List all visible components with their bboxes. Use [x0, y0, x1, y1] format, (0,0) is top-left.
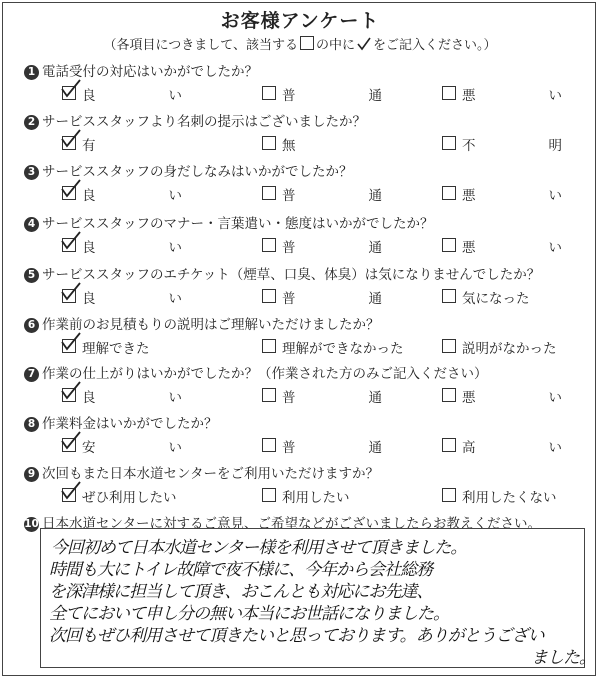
checkmark-icon: [60, 480, 82, 500]
question-5: [24, 263, 540, 283]
question-3: [24, 160, 353, 180]
instruction-pre: （各項目につきまして、該当する: [103, 38, 298, 53]
question-text: 日本水道センターに対するご意見、ご希望などがございましたらお教えください。: [42, 516, 541, 532]
question-1: [24, 60, 258, 80]
option-label: 良 い: [82, 240, 182, 256]
checkmark-icon: [60, 380, 82, 400]
option-label: 悪 い: [462, 88, 562, 104]
question-text: サービススタッフより名刺の提示はございましたか？: [42, 114, 366, 130]
option-label: 良 い: [82, 390, 182, 406]
option-label: 普 通: [282, 390, 382, 406]
checkmark-icon: [60, 128, 82, 148]
option-label: 良 い: [82, 88, 182, 104]
option-label: 安 い: [82, 440, 182, 456]
option-label: 普 通: [282, 88, 382, 104]
question-number: 6: [24, 318, 39, 333]
question-text: 作業前のお見積もりの説明はご理解いただけましたか？: [42, 317, 380, 333]
question-text: サービススタッフのマナー・言葉遣い・態度はいかがでしたか？: [42, 216, 434, 232]
question-9: [24, 462, 379, 482]
checkbox-q9-opt3[interactable]: [442, 488, 456, 502]
comment-box[interactable]: [40, 528, 595, 668]
comment-line: を深津様に担当して頂き、おこんとも対応にお先達、: [49, 582, 433, 602]
question-text: 作業料金はいかがでしたか？: [42, 416, 218, 432]
option-label: 不 明: [462, 138, 562, 154]
question-4: [24, 212, 434, 232]
option-label: 普 通: [282, 188, 382, 204]
checkbox-q1-opt2[interactable]: [262, 86, 276, 100]
checkmark-icon: [60, 78, 82, 98]
checkbox-q5-opt2[interactable]: [262, 289, 276, 303]
checkbox-q3-opt2[interactable]: [262, 186, 276, 200]
checkbox-q6-opt2[interactable]: [262, 339, 276, 353]
option-label: ぜひ利用したい: [82, 490, 177, 506]
checkmark-icon: [60, 281, 82, 301]
comment-line: 今回初めて日本水道センター様を利用させて頂きました。: [51, 538, 467, 558]
question-text: 次回もまた日本水道センターをご利用いただけますか？: [42, 466, 379, 482]
option-label: 理解できた: [82, 341, 150, 357]
checkbox-q7-opt3[interactable]: [442, 388, 456, 402]
option-label: 悪 い: [462, 188, 562, 204]
instruction-text: [0, 34, 600, 53]
checkmark-icon: [357, 37, 371, 51]
checkbox-q4-opt3[interactable]: [442, 238, 456, 252]
checkmark-icon: [60, 430, 82, 450]
question-8: [24, 412, 218, 432]
checkbox-q8-opt2[interactable]: [262, 438, 276, 452]
question-text: 作業の仕上がりはいかがでしたか？（作業された方のみご記入ください）: [42, 366, 488, 382]
checkmark-icon: [60, 230, 82, 250]
option-label: 理解ができなかった: [282, 341, 404, 357]
comment-line: 次回もぜひ利用させて頂きたいと思っております。ありがとうござい: [49, 626, 544, 646]
option-label: 良 い: [82, 291, 182, 307]
option-label: 普 通: [282, 291, 382, 307]
question-number: 8: [24, 417, 39, 432]
question-number: 7: [24, 367, 39, 382]
question-number: 10: [24, 518, 39, 530]
question-text: サービススタッフの身だしなみはいかがでしたか？: [42, 164, 353, 180]
checkbox-q9-opt2[interactable]: [262, 488, 276, 502]
option-label: 悪 い: [462, 390, 562, 406]
option-label: 利用したい: [282, 490, 350, 506]
instruction-mid: の中に: [315, 38, 355, 53]
option-label: 悪 い: [462, 240, 562, 256]
checkbox-q4-opt2[interactable]: [262, 238, 276, 252]
question-text: 電話受付の対応はいかがでしたか？: [42, 64, 258, 80]
question-number: 1: [24, 65, 39, 80]
question-text: サービススタッフのエチケット（煙草、口臭、体臭）は気になりませんでしたか？: [42, 267, 541, 283]
comment-line: 全てにおいて申し分の無い本当にお世話になりました。: [49, 604, 449, 624]
checkbox-q7-opt2[interactable]: [262, 388, 276, 402]
instruction-post: をご記入ください。）: [372, 38, 497, 53]
option-label: 普 通: [282, 440, 382, 456]
option-label: 気になった: [462, 291, 530, 307]
option-label: 良 い: [82, 188, 182, 204]
checkbox-q2-opt2[interactable]: [262, 136, 276, 150]
checkbox-q3-opt3[interactable]: [442, 186, 456, 200]
comment-line: ました。: [531, 648, 595, 668]
question-number: 2: [24, 115, 39, 130]
question-7: [24, 362, 488, 382]
question-6: [24, 313, 380, 333]
checkbox-q2-opt3[interactable]: [442, 136, 456, 150]
box-icon: [300, 36, 314, 50]
question-number: 5: [24, 268, 39, 283]
checkbox-q5-opt3[interactable]: [442, 289, 456, 303]
option-label: 無: [282, 138, 296, 154]
option-label: 説明がなかった: [462, 341, 557, 357]
option-label: 普 通: [282, 240, 382, 256]
checkmark-icon: [60, 178, 82, 198]
option-label: 有: [82, 138, 96, 154]
question-number: 4: [24, 217, 39, 232]
question-2: [24, 110, 366, 130]
option-label: 高 い: [462, 440, 562, 456]
comment-line: 時間も大にトイレ故障で夜不様に、今年から会社総務: [49, 560, 433, 580]
checkmark-icon: [60, 331, 82, 351]
option-label: 利用したくない: [462, 490, 557, 506]
question-number: 9: [24, 467, 39, 482]
question-number: 3: [24, 165, 39, 180]
page-title: お客様アンケート: [220, 10, 380, 32]
checkbox-q1-opt3[interactable]: [442, 86, 456, 100]
checkbox-q8-opt3[interactable]: [442, 438, 456, 452]
checkbox-q6-opt3[interactable]: [442, 339, 456, 353]
